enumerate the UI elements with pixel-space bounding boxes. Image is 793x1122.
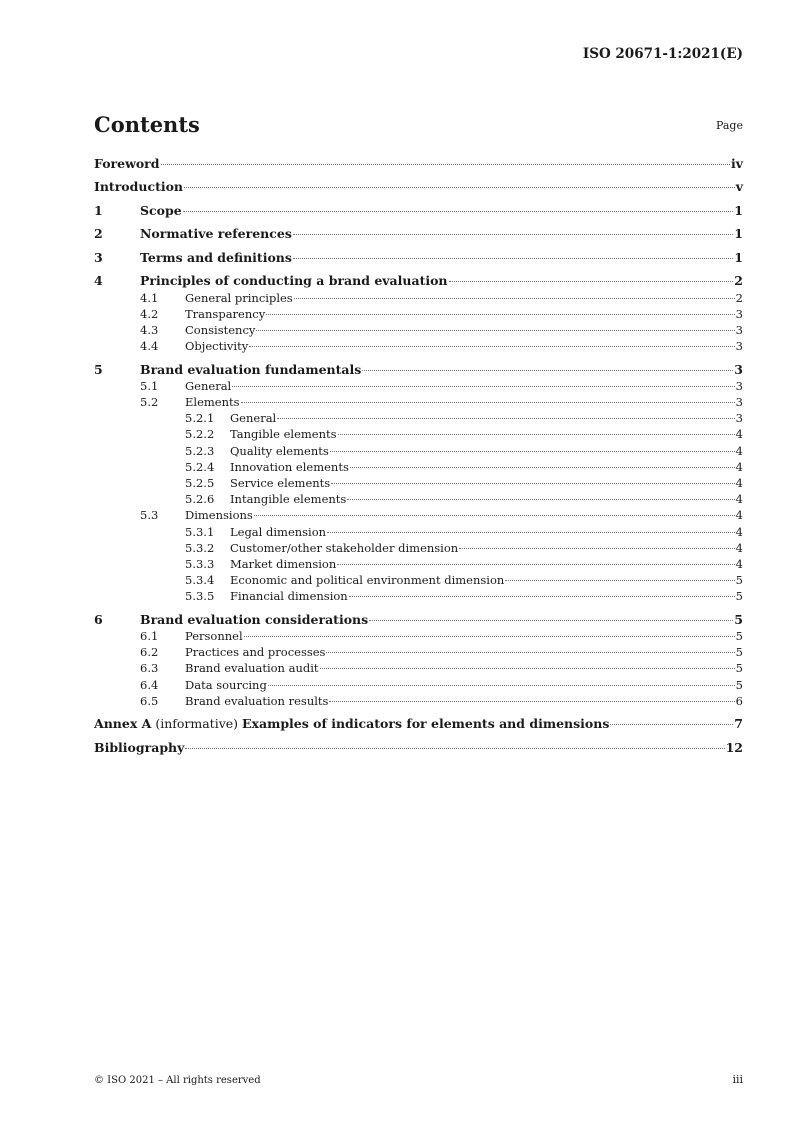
toc-entry-page: 12: [725, 739, 743, 755]
dot-leader: [254, 515, 735, 516]
dot-leader: [185, 748, 724, 749]
toc-entry[interactable]: [94, 491, 743, 507]
dot-leader: [362, 370, 733, 371]
toc-entry-page: 3: [735, 395, 743, 410]
toc-entry[interactable]: [94, 306, 743, 322]
toc-entry-number: 3: [94, 249, 103, 265]
toc-entry-title: [185, 693, 328, 709]
toc-entry-number: 5.2.5: [185, 475, 215, 490]
toc-entry-page: 5: [735, 645, 743, 660]
toc-entry-number: 5.2.3: [185, 443, 215, 458]
toc-entry-number: 5.2.4: [185, 459, 215, 474]
toc-entry-page: 3: [735, 411, 743, 426]
toc-entry-title: [230, 491, 346, 507]
dot-leader: [347, 499, 734, 500]
toc-entry[interactable]: [94, 644, 743, 660]
dot-leader: [326, 652, 734, 653]
toc-entry-title-text: Scope: [140, 202, 182, 218]
toc-entry-title-text: Brand evaluation audit: [185, 661, 319, 676]
toc-entry-page: 5: [735, 589, 743, 604]
dot-leader: [327, 532, 735, 533]
dot-leader: [610, 724, 733, 725]
dot-leader: [337, 564, 734, 565]
toc-entry[interactable]: [94, 362, 743, 378]
toc-entry-title-text: Practices and processes: [185, 645, 326, 660]
toc-entry-title-text: Economic and political environment dimension: [230, 573, 505, 588]
toc-entry-title-text: Brand evaluation fundamentals: [140, 361, 362, 377]
toc-entry-title-text: Transparency: [185, 306, 266, 321]
toc-entry-page: 3: [735, 306, 743, 321]
toc-entry-page: 5: [735, 661, 743, 676]
toc-entry-title: [94, 740, 184, 756]
dot-leader: [331, 483, 734, 484]
page-title: Contents: [94, 112, 200, 137]
toc-entry[interactable]: [94, 612, 743, 628]
dot-leader: [449, 281, 734, 282]
toc-entry-title-text: Market dimension: [230, 556, 337, 571]
toc-entry-number: 4: [94, 273, 103, 289]
toc-entry[interactable]: [94, 378, 743, 394]
toc-entry-title-text: Brand evaluation results: [185, 693, 329, 708]
toc-entry[interactable]: [94, 540, 743, 556]
toc-entry[interactable]: [94, 693, 743, 709]
page-column-label: Page: [715, 119, 743, 132]
page-number: iii: [732, 1073, 743, 1086]
toc-entry[interactable]: [94, 507, 743, 523]
dot-leader: [329, 701, 734, 702]
toc-entry-page: 1: [734, 249, 743, 265]
toc-entry-title-text: Introduction: [94, 179, 184, 195]
toc-entry-page: 4: [735, 540, 743, 555]
toc-entry-title-text: Innovation elements: [230, 459, 349, 474]
toc-entry-number: 6.2: [140, 645, 159, 660]
toc-entry-title: [185, 290, 293, 306]
toc-entry-number: 4.1: [140, 290, 159, 305]
toc-entry-number: 6.1: [140, 628, 159, 643]
toc-entry-title: [185, 338, 248, 354]
toc-entry-title: [185, 628, 243, 644]
toc-entry-title: [94, 156, 160, 172]
toc-entry-page: 3: [734, 361, 743, 377]
toc-entry-page: 4: [735, 556, 743, 571]
toc-entry[interactable]: [94, 475, 743, 491]
toc-entry-title: [185, 507, 253, 523]
toc-entry[interactable]: [94, 443, 743, 459]
toc-entry-title-text: Bibliography: [94, 739, 185, 755]
toc-entry-title-text: Dimensions: [185, 508, 253, 523]
toc-entry-title: [230, 426, 337, 442]
dot-leader: [268, 685, 735, 686]
dot-leader: [505, 580, 734, 581]
toc-entry-page: 1: [734, 202, 743, 218]
dot-leader: [232, 386, 734, 387]
toc-entry-number: 5.2.2: [185, 427, 215, 442]
toc-entry-title-text: General: [185, 378, 232, 393]
toc-entry-page: 5: [734, 611, 743, 627]
toc-entry-title-text: Legal dimension: [230, 524, 327, 539]
dot-leader: [183, 211, 734, 212]
toc-entry-title-text: Tangible elements: [230, 427, 337, 442]
toc-entry-number: 6.5: [140, 693, 159, 708]
toc-entry[interactable]: [94, 677, 743, 693]
dot-leader: [161, 164, 730, 165]
toc-entry-page: iv: [730, 156, 743, 171]
toc-entry-number: 4.2: [140, 306, 159, 321]
toc-entry-title: [140, 362, 361, 378]
toc-entry-number: 5.2: [140, 395, 159, 410]
toc-entry-title: [185, 378, 231, 394]
toc-entry-number: 5.3: [140, 508, 159, 523]
toc-entry-title: [140, 612, 368, 628]
toc-entry-number: 5.3.4: [185, 573, 215, 588]
toc-entry-title-text: General: [230, 411, 277, 426]
toc-entry-title-text: Normative references: [140, 226, 292, 242]
toc-entry-number: 4.4: [140, 339, 159, 354]
toc-entry-number: 5.3.3: [185, 556, 215, 571]
toc-entry-page: 4: [735, 475, 743, 490]
toc-entry-page: 4: [735, 524, 743, 539]
toc-entry-number: 6.3: [140, 661, 159, 676]
toc-entry-title-text: Annex A: [94, 716, 152, 732]
toc-entry-title: [230, 524, 326, 540]
toc-entry-title-rest: Examples of indicators for elements and dimensions: [242, 716, 610, 732]
document-id-header: ISO 20671-1:2021(E): [582, 46, 743, 62]
toc-entry-title-text: Financial dimension: [230, 589, 348, 604]
toc-entry[interactable]: [94, 322, 743, 338]
toc-entry-title: [185, 677, 267, 693]
toc-entry[interactable]: [94, 410, 743, 426]
toc-entry-page: 4: [735, 459, 743, 474]
dot-leader: [293, 258, 733, 259]
toc-entry-number: 6.4: [140, 677, 159, 692]
dot-leader: [338, 434, 735, 435]
dot-leader: [244, 636, 735, 637]
dot-leader: [330, 451, 735, 452]
dot-leader: [350, 467, 735, 468]
toc-entry-page: 4: [735, 492, 743, 507]
toc-entry-title: [230, 540, 458, 556]
toc-entry[interactable]: [94, 338, 743, 354]
toc-entry[interactable]: [94, 426, 743, 442]
toc-entry-number: 5.3.5: [185, 589, 215, 604]
toc-entry-page: 3: [735, 378, 743, 393]
dot-leader: [256, 330, 734, 331]
toc-entry-page: 4: [735, 508, 743, 523]
toc-entry-page: 2: [734, 273, 743, 289]
toc-entry-title-text: Principles of conducting a brand evaluation: [140, 273, 448, 289]
toc-entry[interactable]: [94, 273, 743, 289]
dot-leader: [459, 548, 734, 549]
toc-entry-title: [185, 660, 319, 676]
toc-entry-title: [230, 475, 330, 491]
toc-entry-number: 6: [94, 611, 103, 627]
toc-entry-page: 1: [734, 226, 743, 242]
toc-entry-title: [185, 644, 325, 660]
toc-entry-number: 5.1: [140, 378, 159, 393]
toc-entry-title: [185, 306, 265, 322]
toc-entry-page: 3: [735, 339, 743, 354]
toc-entry[interactable]: [94, 740, 743, 756]
toc-entry-title: [230, 443, 329, 459]
dot-leader: [241, 402, 735, 403]
toc-entry-title-text: Objectivity: [185, 339, 249, 354]
dot-leader: [249, 346, 734, 347]
dot-leader: [184, 187, 735, 188]
toc-entry-title: [185, 394, 240, 410]
dot-leader: [369, 620, 733, 621]
toc-entry[interactable]: [94, 394, 743, 410]
toc-entry-title: [230, 410, 276, 426]
toc-entry-title: [230, 459, 349, 475]
toc-entry-title-text: Consistency: [185, 322, 256, 337]
toc-entry[interactable]: [94, 203, 743, 219]
dot-leader: [349, 596, 735, 597]
toc-entry[interactable]: [94, 628, 743, 644]
toc-entry-title: [94, 179, 183, 195]
toc-entry[interactable]: [94, 572, 743, 588]
toc-entry[interactable]: [94, 226, 743, 242]
toc-entry-title-text: Quality elements: [230, 443, 329, 458]
toc-entry-title-text: Customer/other stakeholder dimension: [230, 540, 459, 555]
toc-entry-title: [140, 203, 182, 219]
toc-entry-page: 5: [735, 677, 743, 692]
toc-entry[interactable]: [94, 290, 743, 306]
toc-entry-number: 5.2.1: [185, 411, 215, 426]
toc-entry[interactable]: [94, 524, 743, 540]
toc-entry-number: 5.3.1: [185, 524, 215, 539]
toc-entry[interactable]: [94, 660, 743, 676]
toc-entry-title: [230, 572, 504, 588]
toc-entry-number: 2: [94, 226, 103, 242]
toc-entry-page: 5: [735, 628, 743, 643]
toc-entry-number: 1: [94, 202, 103, 218]
toc-entry[interactable]: [94, 716, 743, 732]
toc-entry-title: [230, 588, 348, 604]
toc-entry[interactable]: [94, 459, 743, 475]
toc-entry-number: 5.2.6: [185, 492, 215, 507]
table-of-contents: [94, 156, 743, 756]
toc-entry-page: 4: [735, 443, 743, 458]
toc-entry-title: [230, 556, 336, 572]
toc-entry-number: 5.3.2: [185, 540, 215, 555]
toc-entry-title-text: Terms and definitions: [140, 249, 292, 265]
dot-leader: [293, 234, 733, 235]
toc-entry-title-text: Brand evaluation considerations: [140, 611, 369, 627]
toc-entry-title-text: Elements: [185, 395, 240, 410]
toc-entry-number: 5: [94, 361, 103, 377]
toc-entry-page: 6: [735, 693, 743, 708]
toc-entry-page: v: [735, 179, 743, 195]
toc-entry-title: [140, 273, 448, 289]
toc-entry[interactable]: [94, 556, 743, 572]
toc-entry-page: 5: [735, 573, 743, 588]
dot-leader: [320, 668, 735, 669]
toc-entry-title: [185, 322, 255, 338]
toc-entry-page: 2: [735, 290, 743, 305]
toc-entry-note: (informative): [151, 716, 243, 732]
toc-entry-title-text: Foreword: [94, 156, 160, 171]
toc-entry-page: 4: [735, 427, 743, 442]
toc-entry-title: [140, 250, 292, 266]
copyright-footer: © ISO 2021 – All rights reserved: [94, 1075, 261, 1086]
toc-entry[interactable]: [94, 156, 743, 172]
toc-entry[interactable]: [94, 588, 743, 604]
toc-entry-title: [140, 226, 292, 242]
toc-entry[interactable]: [94, 179, 743, 195]
toc-entry-page: 3: [735, 322, 743, 337]
toc-entry-page: 7: [734, 716, 743, 732]
dot-leader: [277, 418, 734, 419]
toc-entry-title-text: Personnel: [185, 628, 243, 643]
dot-leader: [266, 314, 734, 315]
toc-entry-title: [94, 716, 609, 732]
dot-leader: [294, 298, 735, 299]
toc-entry-number: 4.3: [140, 322, 159, 337]
toc-entry-title-text: Data sourcing: [185, 677, 267, 692]
toc-entry-title-text: General principles: [185, 290, 293, 305]
toc-entry[interactable]: [94, 250, 743, 266]
toc-entry-title-text: Service elements: [230, 475, 331, 490]
toc-entry-title-text: Intangible elements: [230, 492, 347, 507]
